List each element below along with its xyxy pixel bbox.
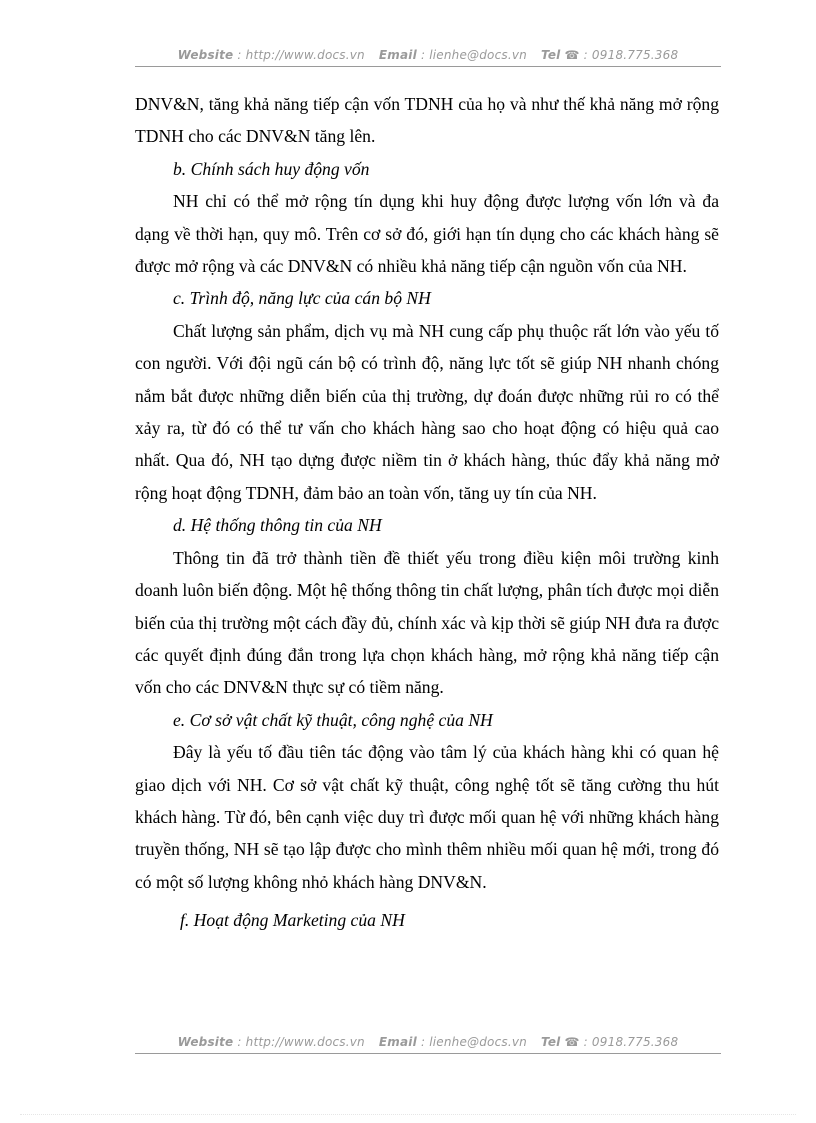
paragraph-c: Chất lượng sản phẩm, dịch vụ mà NH cung cấp phụ thuộc rất lớn vào yếu tố con người. Với đội ngũ cán bộ có trình độ, năng lực tốt sẽ giúp NH nhanh chóng nắm bắt được những diễn biến của thị trường, dự đoán được những rủi ro có thể xảy ra, từ đó có thể tư vấn cho khách hàng sao cho hoạt động có hiệu quả cao nhất. Qua đó, NH tạo dựng được niềm tin ở khách hàng, thúc đẩy khả năng mở rộng hoạt động TDNH, đảm bảo an toàn vốn, tăng uy tín của NH. <box>135 320 719 503</box>
heading-f: f. Hoạt động Marketing của NH <box>180 910 405 931</box>
paragraph-e: Đây là yếu tố đầu tiên tác động vào tâm lý của khách hàng khi có quan hệ giao dịch với NH. Cơ sở vật chất kỹ thuật, công nghệ tốt sẽ tăng cường thu hút khách hàng. Từ đó, bên cạnh việc duy trì được mối quan hệ với những khách hàng truyền thống, NH sẽ tạo lập được cho mình thêm nhiều mối quan hệ mới, trong đó có một số lượng không nhỏ khách hàng DNV&N. <box>135 742 719 892</box>
paragraph-b: NH chỉ có thể mở rộng tín dụng khi huy động được lượng vốn lớn và đa dạng về thời hạn, quy mô. Trên cơ sở đó, giới hạn tín dụng cho các khách hàng sẽ được mở rộng và các DNV&N có nhiều khả năng tiếp cận nguồn vốn của NH. <box>135 191 719 277</box>
footer-divider <box>135 1053 721 1054</box>
page-footer <box>135 1035 721 1049</box>
heading-d: d. Hệ thống thông tin của NH <box>173 515 382 536</box>
heading-e: e. Cơ sở vật chất kỹ thuật, công nghệ của NH <box>173 709 493 730</box>
footer-email-link[interactable]: : lienhe@docs.vn <box>420 1035 527 1049</box>
footer-website-label: Website <box>177 1035 234 1049</box>
footer-tel-value: ☎ : 0918.775.368 <box>564 1035 679 1049</box>
paragraph-d: Thông tin đã trở thành tiền đề thiết yếu trong điều kiện môi trường kinh doanh luôn biến động. Một hệ thống thông tin chất lượng, phân tích được mọi diễn biến của thị trường một cách đầy đủ, chính xác và kịp thời sẽ giúp NH đưa ra được các quyết định đúng đắn trong lựa chọn khách hàng, mở rộng khả năng tiếp cận vốn cho các DNV&N thực sự có tiềm năng. <box>135 547 719 698</box>
footer-tel-label: Tel <box>541 1035 561 1049</box>
document-body <box>135 88 719 937</box>
header-tel-label: Tel <box>541 48 561 62</box>
header-email-label: Email <box>378 48 417 62</box>
heading-c: c. Trình độ, năng lực của cán bộ NH <box>173 288 431 309</box>
header-website-label: Website <box>177 48 234 62</box>
header-tel-value: ☎ : 0918.775.368 <box>564 48 679 62</box>
header-website-link[interactable]: : http://www.docs.vn <box>237 48 365 62</box>
footer-website-link[interactable]: : http://www.docs.vn <box>237 1035 365 1049</box>
paragraph-intro: DNV&N, tăng khả năng tiếp cận vốn TDNH của họ và như thế khả năng mở rộng TDNH cho các DNV&N tăng lên. <box>135 94 719 147</box>
page-header <box>135 48 721 62</box>
header-divider <box>135 66 721 67</box>
page-bottom-dotted-line <box>20 1114 796 1115</box>
heading-b: b. Chính sách huy động vốn <box>173 158 370 179</box>
header-email-link[interactable]: : lienhe@docs.vn <box>420 48 527 62</box>
footer-email-label: Email <box>378 1035 417 1049</box>
